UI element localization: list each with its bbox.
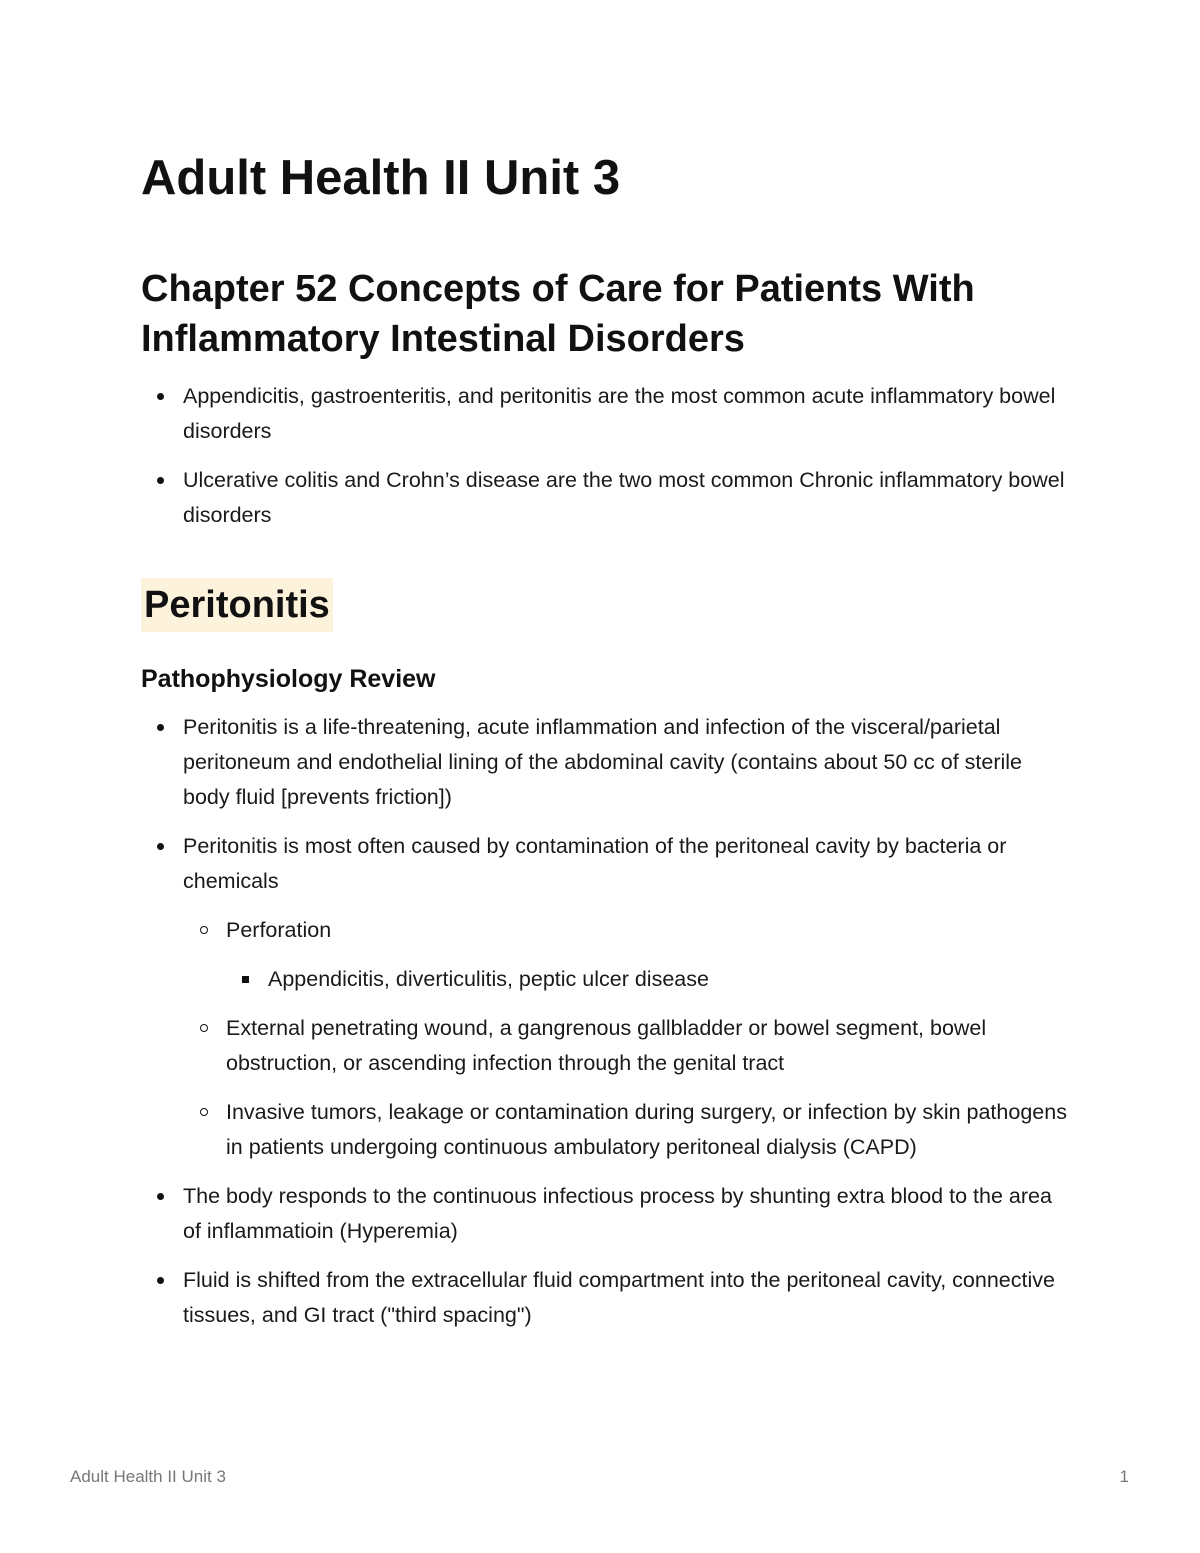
sub-bullet-text: Invasive tumors, leakage or contamination during surgery, or infection by skin pathogens in patients undergoing continuous ambulatory peritoneal dialysis (CAPD) <box>226 1100 1067 1159</box>
chapter-title: Chapter 52 Concepts of Care for Patients With Inflammatory Intestinal Disorders <box>141 268 975 360</box>
document-title: Adult Health II Unit 3 <box>141 151 621 205</box>
bullet-item <box>141 1179 1071 1249</box>
sub-bullet-text: External penetrating wound, a gangrenous gallbladder or bowel segment, bowel obstruction, or ascending infection through the genital tract <box>226 1016 987 1075</box>
sub-bullet-text: Perforation <box>226 918 332 942</box>
bullet-text: Fluid is shifted from the extracellular fluid compartment into the peritoneal cavity, connective tissues, and GI tract ("third spacing") <box>183 1268 1055 1327</box>
bullet-text: Peritonitis is a life-threatening, acute inflammation and infection of the visceral/parietal peritoneum and endothelial lining of the abdominal cavity (contains about 50 cc of sterile body fluid [prevents friction]) <box>183 715 1023 809</box>
sub-bullet-item <box>183 1095 1071 1165</box>
footer-page-number: 1 <box>1119 1467 1129 1486</box>
sub-bullet-item <box>183 913 1071 997</box>
sub-sub-bullet-item: Appendicitis, diverticulitis, peptic ulcer disease <box>226 962 1071 997</box>
intro-bullet-1: Appendicitis, gastroenteritis, and peritonitis are the most common acute inflammatory bowel disorders <box>141 379 1071 449</box>
bullet-item <box>141 1263 1071 1333</box>
subheading-pathophysiology: Pathophysiology Review <box>141 665 436 693</box>
intro-bullet-list <box>141 379 1071 547</box>
bullet-text: Peritonitis is most often caused by contamination of the peritoneal cavity by bacteria or chemicals <box>183 834 1007 893</box>
pathophysiology-bullet-list <box>141 710 1071 1347</box>
bullet-item <box>141 710 1071 815</box>
intro-bullet-2: Ulcerative colitis and Crohn’s disease are the two most common Chronic inflammatory bowel disorders <box>141 463 1071 533</box>
sub-bullet-item <box>183 1011 1071 1081</box>
sub-sub-bullet-list <box>226 962 1071 997</box>
footer-label: Adult Health II Unit 3 <box>70 1467 226 1486</box>
sub-bullet-list <box>183 913 1071 1165</box>
bullet-text: The body responds to the continuous infectious process by shunting extra blood to the area of inflammatioin (Hyperemia) <box>183 1184 1052 1243</box>
section-heading-peritonitis: Peritonitis <box>141 578 333 632</box>
bullet-item <box>141 829 1071 1165</box>
